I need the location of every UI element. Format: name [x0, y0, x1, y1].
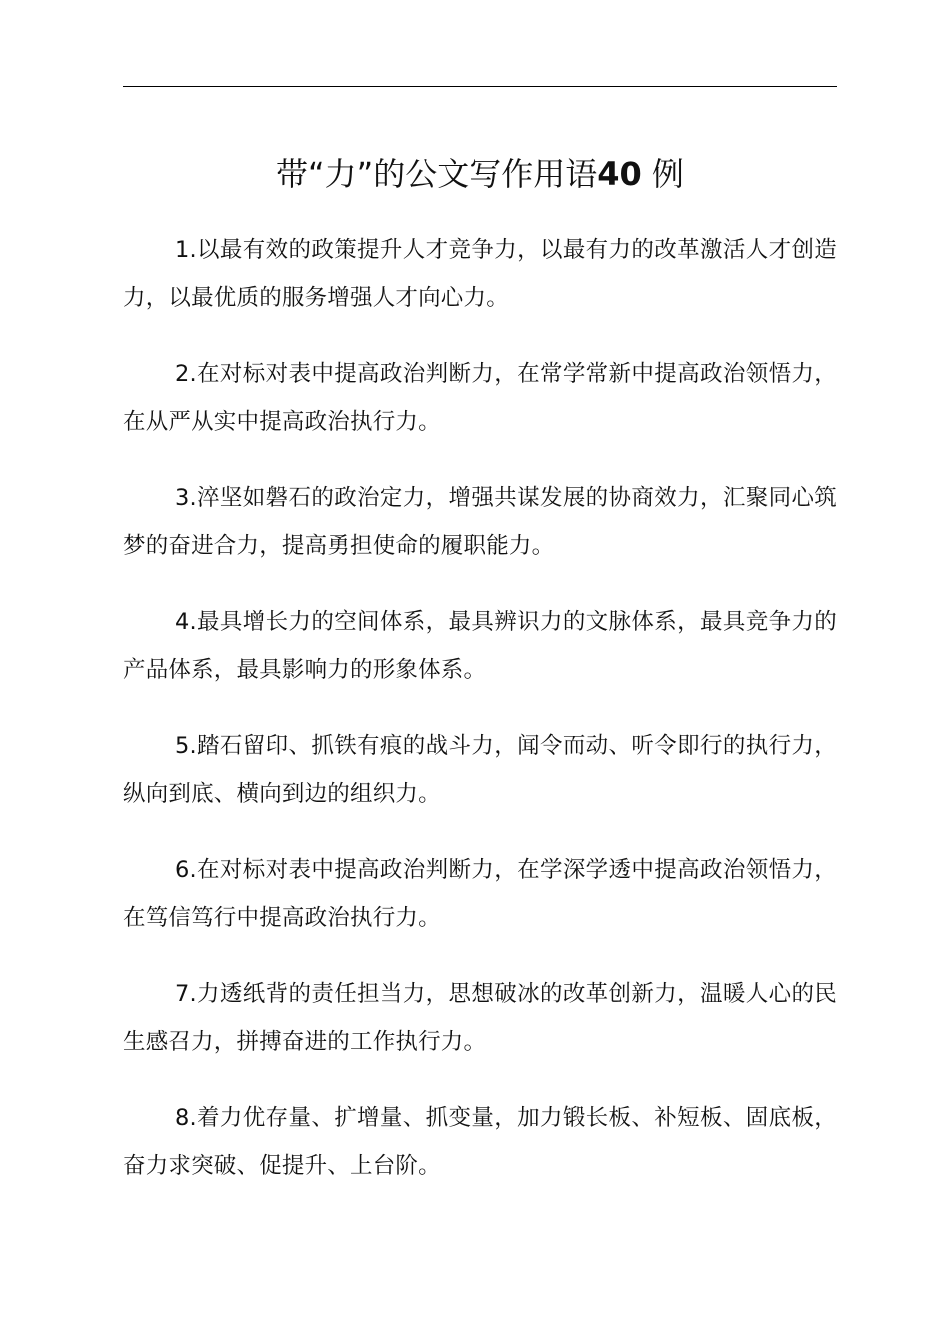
- list-item: 3.淬坚如磐石的政治定力，增强共谋发展的协商效力，汇聚同心筑梦的奋进合力，提高勇担使命的履职能力。: [123, 485, 837, 559]
- title-prefix: 带“力”的公文写作用语: [276, 155, 598, 193]
- title-suffix: 例: [651, 155, 684, 193]
- list-item: 5.踏石留印、抓铁有痕的战斗力，闻令而动、听令即行的执行力，纵向到底、横向到边的组织力。: [123, 733, 837, 807]
- item-list: [123, 226, 837, 1218]
- list-item: 2.在对标对表中提高政治判断力，在常学常新中提高政治领悟力，在从严从实中提高政治执行力。: [123, 361, 837, 435]
- list-item: 7.力透纸背的责任担当力，思想破冰的改革创新力，温暖人心的民生感召力，拼搏奋进的工作执行力。: [123, 981, 837, 1055]
- list-item: 6.在对标对表中提高政治判断力，在学深学透中提高政治领悟力，在笃信笃行中提高政治执行力。: [123, 857, 837, 931]
- list-item: 1.以最有效的政策提升人才竞争力，以最有力的改革激活人才创造力，以最优质的服务增强人才向心力。: [123, 237, 837, 311]
- list-item: 8.着力优存量、扩增量、抓变量，加力锻长板、补短板、固底板，奋力求突破、促提升、上台阶。: [123, 1105, 837, 1179]
- page-title: [123, 150, 837, 198]
- title-number: 40: [597, 155, 642, 193]
- list-item: 4.最具增长力的空间体系，最具辨识力的文脉体系，最具竞争力的产品体系，最具影响力的形象体系。: [123, 609, 837, 683]
- header-rule: [123, 86, 837, 87]
